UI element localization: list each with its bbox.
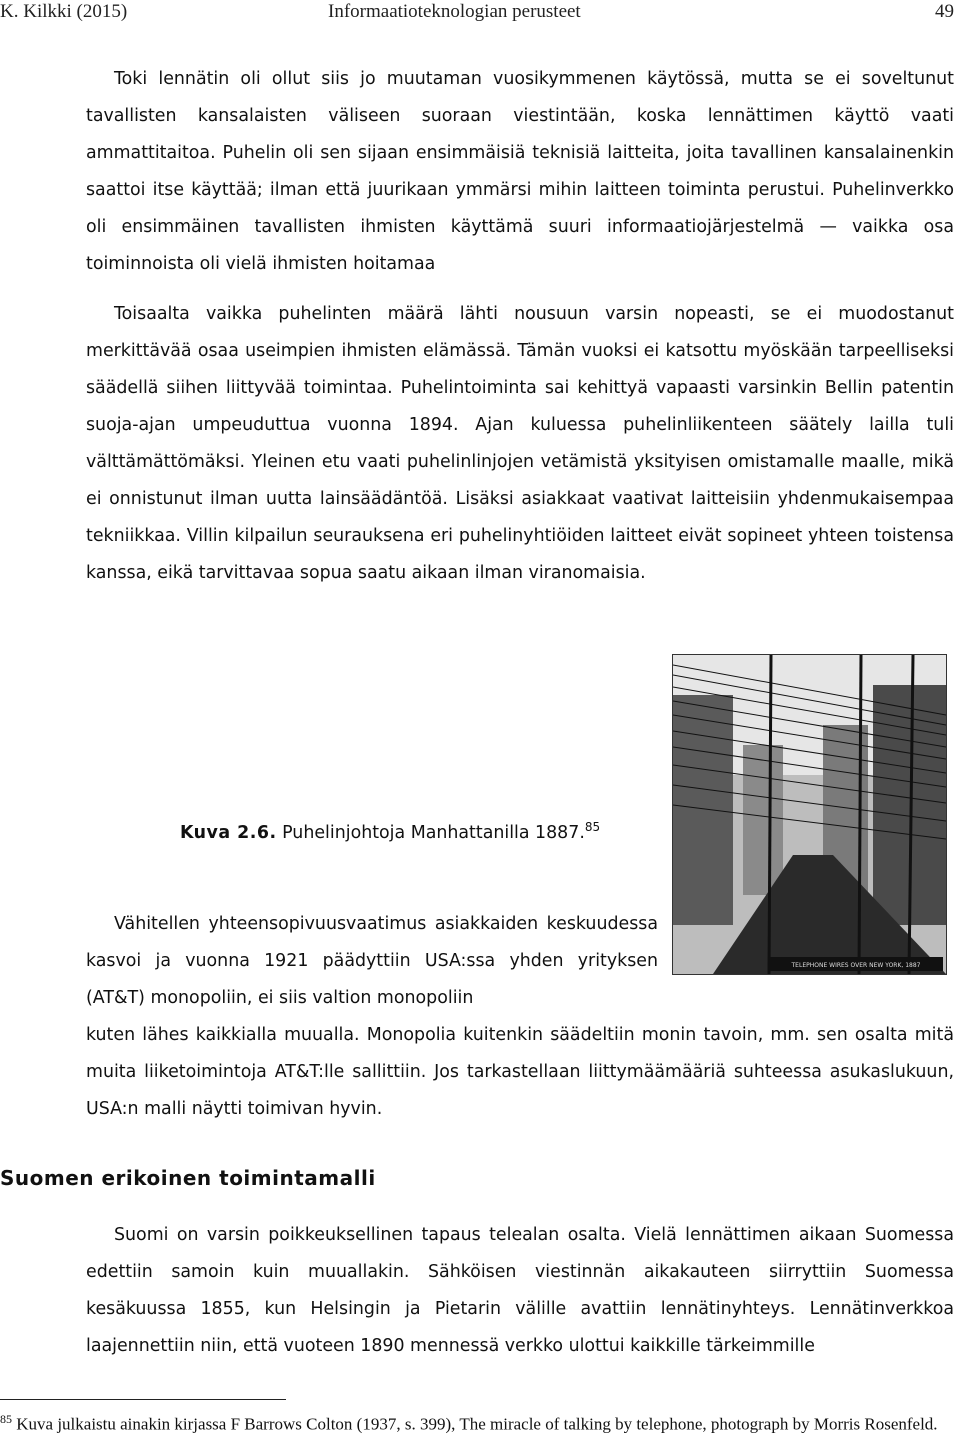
figure-caption-text: Puhelinjohtoja Manhattanilla 1887. <box>276 822 585 843</box>
section-heading: Suomen erikoinen toimintamalli <box>0 1166 376 1190</box>
paragraph-att-monopoly-continued: kuten lähes kaikkialla muualla. Monopolia kuitenkin säädeltiin monin tavoin, mm. sen osalta mitä muita liiketoimintoja AT&T:lle sallittiin. Jos tarkastellaan liittymäämääriä suhteessa asukaslukuun, USA:n malli näytti toimivan hyvin. <box>86 1025 954 1119</box>
footnote-reference: 85 <box>584 820 601 834</box>
page-number: 49 <box>935 1 954 22</box>
paragraph-att-monopoly: Vähitellen yhteensopivuusvaatimus asiakkaiden keskuudessa kasvoi ja vuonna 1921 päädyttiin USA:ssa yhden yrityksen (AT&T) monopoliin, ei siis valtion monopoliin <box>86 914 658 1008</box>
footnote <box>0 1408 956 1436</box>
header-author: K. Kilkki (2015) <box>0 1 128 22</box>
footnote-text: Kuva julkaistu ainakin kirjassa F Barrows Colton (1937, s. 399), The miracle of talking by telephone, photograph by Morris Rosenfeld. <box>12 1414 938 1434</box>
page-header <box>0 0 960 30</box>
header-book-title: Informaatioteknologian perusteet <box>328 1 581 22</box>
paragraph-regulation: Toisaalta vaikka puhelinten määrä lähti nousuun varsin nopeasti, se ei muodostanut merkittävää osaa useimpien ihmisten elämässä. Tämän vuoksi ei katsottu myöskään tarpeelliseksi säädellä siihen liittyvää toimintaa. Puhelintoiminta sai kehittyä vapaasti varsinkin Bellin patentin suoja-ajan umpeuduttua vuonna 1894. Ajan kuluessa puhelinliikenteen säätely lailla tuli välttämättömäksi. Yleinen etu vaati puhelinlinjojen vetämistä yksityisen omistamalle maalle, mikä ei onnistunut ilman uutta lainsäädäntöä. Lisäksi asiakkaat vaativat laitteisiin yhdenmukaisempaa tekniikkaa. Villin kilpailun seurauksena eri puhelinyhtiöiden laitteet eivät sopineet yhteen toistensa kanssa, eikä tarvittavaa sopua saatu aikaan ilman viranomaisia. <box>86 304 954 583</box>
figure-label: Kuva 2.6. <box>180 822 277 843</box>
paragraph-finland: Suomi on varsin poikkeuksellinen tapaus telealan osalta. Vielä lennättimen aikaan Suomessa edettiin samoin kuin muuallakin. Sähköisen viestinnän aikakauteen siirryttiin Suomessa kesäkuussa 1855, kun Helsingin ja Pietarin välille avattiin lennätinyhteys. Lennätinverkkoa laajennettiin niin, että vuoteen 1890 mennessä verkko ulottui kaikkille tärkeimmille <box>86 1225 954 1356</box>
figure-caption <box>180 812 600 848</box>
paragraph-telegraph-telephone: Toki lennätin oli ollut siis jo muutaman vuosikymmenen käytössä, mutta se ei soveltunut tavallisten kansalaisten väliseen suoraan viestintään, koska lennättimen käyttö vaati ammattitaitoa. Puhelin oli sen sijaan ensimmäisiä teknisiä laitteita, joita tavallinen kansalainenkin saattoi itse käyttää; ilman että juurikaan ymmärsi mihin laitteen toiminta perustui. Puhelinverkko oli ensimmäinen tavallisten ihmisten käyttämä suuri informaatiojärjestelmä — vaikka osa toiminnoista oli vielä ihmisten hoitamaa <box>86 69 954 274</box>
photo-illustration <box>673 655 946 974</box>
footnote-number: 85 <box>0 1412 12 1426</box>
manhattan-telephone-wires-photo <box>672 654 947 975</box>
photo-inscription: TELEPHONE WIRES OVER NEW YORK, 1887 <box>791 962 921 969</box>
footnote-separator <box>0 1399 286 1400</box>
